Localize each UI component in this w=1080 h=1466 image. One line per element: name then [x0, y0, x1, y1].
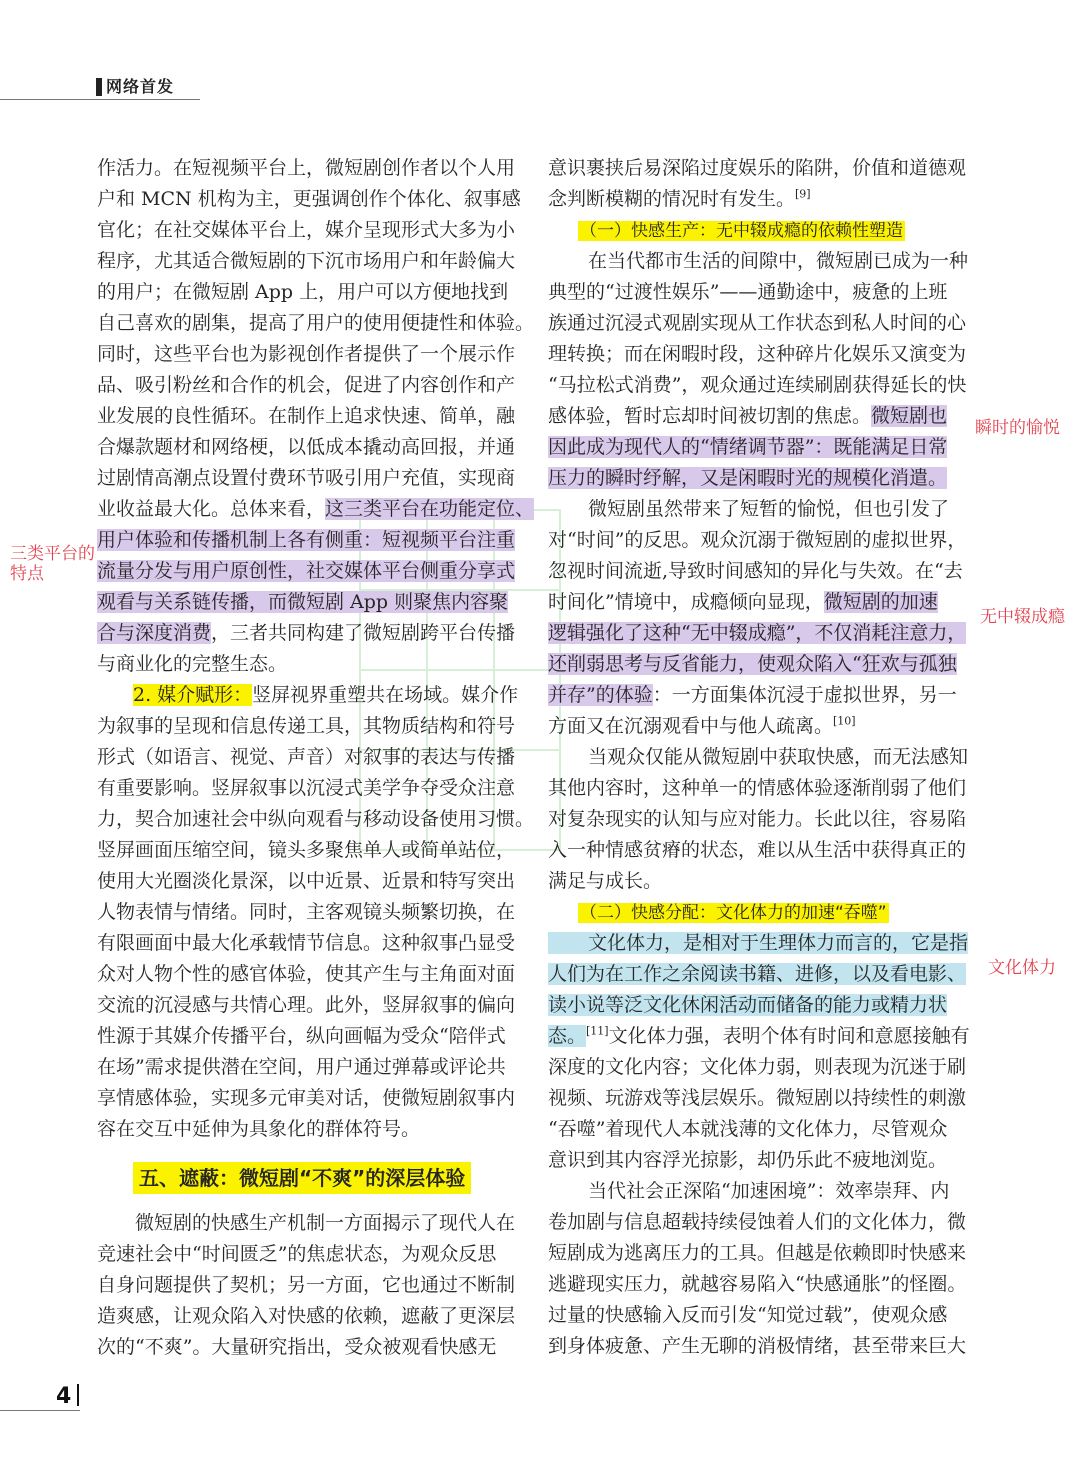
- text-line: 为叙事的呈现和信息传递工具，其物质结构和符号: [97, 715, 516, 737]
- text-line: 意识到其内容浮光掠影，却仍乐此不疲地浏览。: [548, 1149, 948, 1171]
- highlighted-text: 流量分发与用户原创性，社交媒体平台侧重分享式: [97, 560, 516, 582]
- text-line: 同时，这些平台也为影视创作者提供了一个展示作: [97, 343, 516, 365]
- text-line: 卷加剧与信息超载持续侵蚀着人们的文化体力，微: [548, 1211, 967, 1233]
- text-line: 深度的文化内容；文化体力弱，则表现为沉迷于刷: [548, 1056, 967, 1078]
- text-line: 程序，尤其适合微短剧的下沉市场用户和年龄偏大: [97, 250, 516, 272]
- text-line: 容在交互中延伸为具象化的群体符号。: [97, 1118, 421, 1140]
- margin-note-line: 特点: [10, 564, 44, 584]
- text-line: 性源于其媒介传播平台，纵向画幅为受众“陪伴式: [97, 1025, 506, 1047]
- footer-rule: [0, 1410, 80, 1411]
- text-line: 自己喜欢的剧集，提高了用户的使用便捷性和体验。: [97, 312, 535, 334]
- text-line: [548, 432, 947, 462]
- citation-ref: [9]: [795, 187, 811, 201]
- text-line: [97, 494, 534, 524]
- subsection-heading: （一）快感生产：无中辍成瘾的依赖性塑造: [580, 221, 903, 241]
- text-line: 业发展的良性循环。在制作上追求快速、简单，融: [97, 405, 516, 427]
- text-line: 竞速社会中“时间匮乏”的焦虑状态，为观众反思: [97, 1243, 497, 1265]
- highlighted-text: 这三类平台在功能定位、: [325, 498, 535, 520]
- text-line: [548, 928, 968, 958]
- text-line: [548, 959, 966, 989]
- text-segment: ：一方面集体沉浸于虚拟世界，另一: [652, 684, 957, 706]
- text-line: “马拉松式消费”，观众通过连续刷剧获得延长的快: [548, 374, 967, 396]
- text-segment: 方面又在沉溺观看中与他人疏离。: [548, 715, 834, 737]
- text-line: 造爽感，让观众陷入对快感的依赖，遮蔽了更深层: [97, 1305, 516, 1327]
- text-line: 交流的沉浸感与共情心理。此外，竖屏叙事的偏向: [97, 994, 516, 1016]
- text-segment: 感体验，暂时忘却时间被切割的焦虑。: [548, 405, 872, 427]
- highlighted-text: 并存”的体验: [548, 684, 653, 706]
- text-line: 在当代都市生活的间隙中，微短剧已成为一种: [588, 250, 969, 272]
- citation-ref: [11]: [586, 1024, 609, 1038]
- page-number: 4: [56, 1384, 72, 1409]
- text-line: [578, 215, 905, 245]
- text-line: 视频、玩游戏等浅层娱乐。微短剧以持续性的刺激: [548, 1087, 967, 1109]
- highlighted-text: 态。: [548, 1025, 587, 1047]
- text-line: 户和 MCN 机构为主，更强调创作个体化、叙事感: [97, 188, 521, 210]
- citation-ref: [10]: [833, 714, 856, 728]
- text-line: 到身体疲惫、产生无聊的消极情绪，甚至带来巨大: [548, 1335, 967, 1357]
- text-line: 竖屏画面压缩空间，镜头多聚焦单人或简单站位，: [97, 839, 516, 861]
- text-line: 自身问题提供了契机；另一方面，它也通过不断制: [97, 1274, 516, 1296]
- subsection-heading: 2. 媒介赋形：: [133, 684, 253, 706]
- text-line: 短剧成为逃离压力的工具。但越是依赖即时快感来: [548, 1242, 967, 1264]
- text-line: 过量的快感输入反而引发“知觉过载”，使观众感: [548, 1304, 948, 1326]
- text-line: 意识裹挟后易深陷过度娱乐的陷阱，价值和道德观: [548, 157, 967, 179]
- highlighted-text: 还削弱思考与反省能力，使观众陷入“狂欢与孤独: [548, 653, 957, 675]
- highlighted-text: 合与深度消费: [97, 622, 212, 644]
- text-line: 微短剧的快感生产机制一方面揭示了现代人在: [135, 1212, 516, 1234]
- text-line: 众对人物个性的感官体验，使其产生与主角面对面: [97, 963, 516, 985]
- text-line: 合爆款题材和网络梗，以低成本撬动高回报，并通: [97, 436, 516, 458]
- text-line: [578, 897, 889, 927]
- text-line: 微短剧虽然带来了短暂的愉悦，但也引发了: [588, 498, 950, 520]
- highlighted-text: 逻辑强化了这种“无中辍成瘾”，不仅消耗注意力，: [548, 622, 967, 644]
- text-line: 品、吸引粉丝和合作的机会，促进了内容创作和产: [97, 374, 516, 396]
- text-line: 典型的“过渡性娱乐”——通勤途中，疲惫的上班: [548, 281, 948, 303]
- margin-note-line: 三类平台的: [10, 544, 95, 564]
- highlighted-text: 微短剧的加速: [823, 591, 938, 613]
- text-line: 人物表情与情绪。同时，主客观镜头频繁切换，在: [97, 901, 516, 923]
- text-line: 对复杂现实的认知与应对能力。长此以往，容易陷: [548, 808, 967, 830]
- text-line: [548, 711, 856, 741]
- text-line: 享情感体验，实现多元审美对话，使微短剧叙事内: [97, 1087, 516, 1109]
- text-line: 作活力。在短视频平台上，微短剧创作者以个人用: [97, 157, 516, 179]
- text-line: 力，契合加速社会中纵向观看与移动设备使用习惯。: [97, 808, 535, 830]
- highlighted-text: 读小说等泛文化休闲活动而储备的能力或精力状: [548, 994, 948, 1016]
- margin-note-culture: 文化体力: [988, 958, 1056, 978]
- text-line: 有限画面中最大化承载情节信息。这种叙事凸显受: [97, 932, 516, 954]
- text-segment: 业收益最大化。总体来看，: [97, 498, 326, 520]
- text-line: 与商业化的完整生态。: [97, 653, 288, 675]
- text-line: [548, 587, 938, 617]
- text-line: 当代社会正深陷“加速困境”：效率崇拜、内: [588, 1180, 950, 1202]
- text-line: 入一种情感贫瘠的状态，难以从生活中获得真正的: [548, 839, 967, 861]
- text-segment: 文化体力强，表明个体有时间和意愿接触有: [608, 1025, 970, 1047]
- running-header: 网络首发: [106, 77, 175, 96]
- header-marker: [96, 78, 102, 96]
- text-line: [548, 618, 966, 648]
- text-line: 的用户；在微短剧 App 上，用户可以方便地找到: [97, 281, 509, 303]
- subsection-heading: （二）快感分配：文化体力的加速“吞噬”: [580, 903, 887, 923]
- highlighted-text: 观看与关系链传播，而微短剧 App 则聚焦内容聚: [97, 591, 509, 613]
- text-line: 过剧情高潮点设置付费环节吸引用户充值，实现商: [97, 467, 516, 489]
- text-line: [133, 680, 518, 710]
- text-line: [548, 401, 947, 431]
- text-line: [97, 525, 515, 555]
- header-rule: [0, 99, 200, 100]
- text-line: 满足与成长。: [548, 870, 663, 892]
- text-line: [97, 556, 515, 586]
- text-line: [548, 649, 957, 679]
- text-segment: 竖屏视界重塑共在场域。媒介作: [252, 684, 519, 706]
- text-line: [548, 990, 947, 1020]
- text-segment: 时间化”情境中，成瘾倾向显现，: [548, 591, 824, 613]
- text-line: 其他内容时，这种单一的情感体验逐渐削弱了他们: [548, 777, 967, 799]
- text-line: [548, 463, 947, 493]
- text-line: 形式（如语言、视觉、声音）对叙事的表达与传播: [97, 746, 516, 768]
- text-line: [548, 184, 811, 214]
- text-line: 使用大光圈淡化景深，以中近景、近景和特写突出: [97, 870, 516, 892]
- text-line: [97, 587, 508, 617]
- text-line: [548, 1021, 970, 1051]
- section-heading: 五、遮蔽：微短剧“不爽”的深层体验: [133, 1162, 471, 1194]
- text-line: 对“时间”的反思。观众沉溺于微短剧的虚拟世界，: [548, 529, 967, 551]
- text-line: 次的“不爽”。大量研究指出，受众被观看快感无: [97, 1336, 497, 1358]
- text-line: 官化；在社交媒体平台上，媒介呈现形式大多为小: [97, 219, 516, 241]
- text-line: 在场”需求提供潜在空间，用户通过弹幕或评论共: [97, 1056, 506, 1078]
- text-line: [548, 680, 957, 710]
- highlighted-text: 文化体力，是相对于生理体力而言的，它是指: [548, 932, 968, 954]
- text-line: 理转换；而在闲暇时段，这种碎片化娱乐又演变为: [548, 343, 967, 365]
- highlighted-text: 人们为在工作之余阅读书籍、进修，以及看电影、: [548, 963, 967, 985]
- text-segment: ，三者共同构建了微短剧跨平台传播: [211, 622, 516, 644]
- margin-note-addiction: 无中辍成瘾: [980, 607, 1065, 627]
- text-line: 忽视时间流逝,导致时间感知的异化与失效。在“去: [548, 560, 963, 582]
- margin-note-instant: 瞬时的愉悦: [975, 418, 1060, 438]
- text-line: 当观众仅能从微短剧中获取快感，而无法感知: [588, 746, 969, 768]
- highlighted-text: 用户体验和传播机制上各有侧重：短视频平台注重: [97, 529, 516, 551]
- highlighted-text: 微短剧也: [871, 405, 948, 427]
- text-line: 有重要影响。竖屏叙事以沉浸式美学争夺受众注意: [97, 777, 516, 799]
- text-segment: 念判断模糊的情况时有发生。: [548, 188, 796, 210]
- page-number-rule: [77, 1384, 79, 1406]
- highlighted-text: 压力的瞬时纾解，又是闲暇时光的规模化消遣。: [548, 467, 948, 489]
- text-line: 逃避现实压力，就越容易陷入“快感通胀”的怪圈。: [548, 1273, 967, 1295]
- text-line: 族通过沉浸式观剧实现从工作状态到私人时间的心: [548, 312, 967, 334]
- margin-note-platforms: [10, 544, 95, 584]
- text-line: [97, 618, 515, 648]
- text-line: “吞噬”着现代人本就浅薄的文化体力，尽管观众: [548, 1118, 948, 1140]
- highlighted-text: 因此成为现代人的“情绪调节器”：既能满足日常: [548, 436, 948, 458]
